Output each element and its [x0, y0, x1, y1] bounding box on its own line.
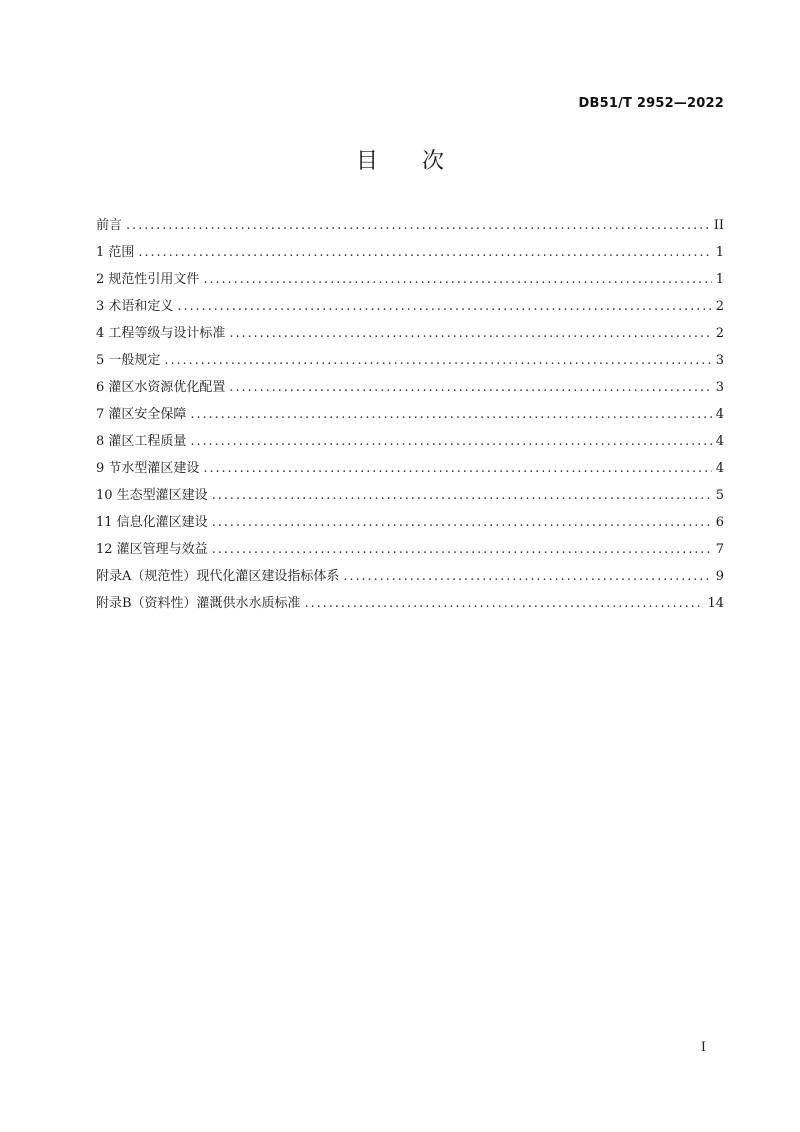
toc-entry-label: 6 灌区水资源优化配置 [96, 380, 226, 395]
toc-entry-general-provisions[interactable] [96, 351, 724, 378]
toc-dot-leader [212, 540, 712, 560]
toc-entry-label: 4 工程等级与设计标准 [96, 326, 226, 341]
toc-entry-label: 10 生态型灌区建设 [96, 488, 208, 503]
toc-entry-label: 9 节水型灌区建设 [96, 461, 200, 476]
toc-dot-leader [229, 324, 711, 344]
toc-entry-appendix-a[interactable] [96, 567, 724, 594]
toc-entry-page: 1 [715, 272, 724, 287]
toc-entry-page: II [713, 218, 724, 233]
toc-dot-leader [305, 594, 704, 614]
toc-dot-leader [190, 405, 711, 425]
toc-entry-ecological[interactable] [96, 486, 724, 513]
toc-entry-page: 9 [715, 569, 724, 584]
toc-entry-normative-references[interactable] [96, 270, 724, 297]
toc-title-char-2: 次 [422, 149, 445, 174]
document-code: DB51/T 2952—2022 [578, 96, 724, 111]
toc-dot-leader [190, 432, 711, 452]
toc-entry-engineering-grade[interactable] [96, 324, 724, 351]
toc-entry-page: 3 [715, 353, 724, 368]
toc-entry-label: 11 信息化灌区建设 [96, 515, 208, 530]
toc-entry-label: 8 灌区工程质量 [96, 434, 187, 449]
toc-entry-engineering-quality[interactable] [96, 432, 724, 459]
toc-entry-label: 附录B（资料性）灌溉供水水质标准 [96, 596, 301, 611]
toc-entry-appendix-b[interactable] [96, 594, 724, 621]
toc-entry-label: 1 范围 [96, 245, 135, 260]
toc-dot-leader [343, 567, 711, 587]
toc-entry-label: 附录A（规范性）现代化灌区建设指标体系 [96, 569, 340, 584]
toc-entry-safety-assurance[interactable] [96, 405, 724, 432]
toc-entry-page: 5 [715, 488, 724, 503]
toc-entry-page: 7 [715, 542, 724, 557]
page-number: I [700, 1040, 706, 1055]
toc-dot-leader [229, 378, 711, 398]
toc-entry-page: 1 [715, 245, 724, 260]
toc-entry-label: 3 术语和定义 [96, 299, 174, 314]
toc-entry-management-benefits[interactable] [96, 540, 724, 567]
toc-entry-label: 2 规范性引用文件 [96, 272, 200, 287]
toc-entry-informatization[interactable] [96, 513, 724, 540]
toc-entry-water-saving[interactable] [96, 459, 724, 486]
toc-entry-scope[interactable] [96, 243, 724, 270]
toc-entry-page: 4 [715, 407, 724, 422]
toc-dot-leader [203, 459, 711, 479]
toc-entry-label: 5 一般规定 [96, 353, 161, 368]
toc-entry-page: 4 [715, 434, 724, 449]
toc-dot-leader [203, 270, 711, 290]
toc-entry-page: 14 [707, 596, 724, 611]
toc-dot-leader [126, 216, 710, 236]
table-of-contents [96, 216, 724, 621]
toc-entry-page: 6 [715, 515, 724, 530]
toc-dot-leader [164, 351, 711, 371]
toc-dot-leader [212, 513, 712, 533]
toc-entry-label: 7 灌区安全保障 [96, 407, 187, 422]
toc-dot-leader [212, 486, 712, 506]
toc-entry-page: 2 [715, 326, 724, 341]
toc-entry-water-resource-allocation[interactable] [96, 378, 724, 405]
toc-dot-leader [138, 243, 711, 263]
toc-entry-page: 2 [715, 299, 724, 314]
toc-entry-foreword[interactable] [96, 216, 724, 243]
toc-entry-page: 3 [715, 380, 724, 395]
toc-entry-page: 4 [715, 461, 724, 476]
toc-entry-terms-definitions[interactable] [96, 297, 724, 324]
toc-dot-leader [177, 297, 711, 317]
toc-title [0, 144, 800, 175]
toc-entry-label: 12 灌区管理与效益 [96, 542, 208, 557]
toc-title-char-1: 目 [355, 149, 378, 174]
toc-entry-label: 前言 [96, 218, 123, 233]
